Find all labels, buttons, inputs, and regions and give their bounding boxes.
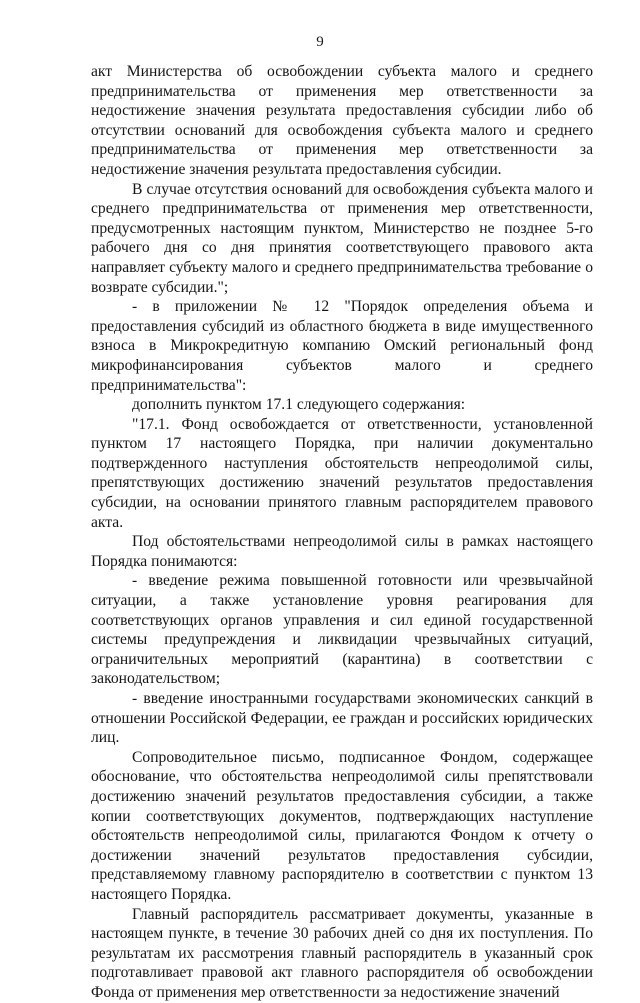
paragraph-add-item: дополнить пунктом 17.1 следующего содержания: bbox=[132, 396, 466, 414]
list-item-emergency-regime: - введение режима повышенной готовности или чрезвычайной ситуации, а также установление уровня реагирования для соответствующих органов управления и сил единой государственной системы предупреждения и ликвидации чрезвычайных ситуаций, ограничительных мероприятий (карантина) в соответствии с законодательством; bbox=[91, 572, 593, 688]
paragraph-review-period: Главный распорядитель рассматривает документы, указанные в настоящем пункте, в течение 30 рабочих дней со дня их поступления. По результатам их рассмотрения главный распорядитель в указанный срок подготавливает правовой акт главного распорядителя об освобождении Фонда от применения мер ответственности за недостижение значений bbox=[91, 905, 593, 1001]
paragraph-act-continuation: акт Министерства об освобождении субъекта малого и среднего предпринимательства от применения мер ответственности за недостижение значения результата предоставления субсидии либо об отсутствии оснований для освобождения субъекта малого и среднего предпринимательства от применения мер ответственности за недостижение значения результата предоставления субсидии. bbox=[91, 63, 593, 178]
paragraph-force-majeure-definition: Под обстоятельствами непреодолимой силы в рамках настоящего Порядка понимаются: bbox=[91, 533, 593, 570]
list-item-sanctions: - введение иностранными государствами экономических санкций в отношении Российской Федерации, ее граждан и российских юридических лиц. bbox=[91, 690, 593, 747]
paragraph-no-grounds: В случае отсутствия оснований для освобождения субъекта малого и среднего предпринимательства от применения мер ответственности, предусмотренных настоящим пунктом, Министерство не позднее 5-го рабочего дня со дня принятия соответствующего правового акта направляет субъекту малого и среднего предпринимательства требование о возврате субсидии."; bbox=[91, 180, 593, 296]
paragraph-cover-letter: Сопроводительное письмо, подписанное Фондом, содержащее обоснование, что обстоятельства непреодолимой силы препятствовали достижению значений результатов предоставления субсидии, а также копии соответствующих документов, подтверждающих наступление обстоятельств непреодолимой силы, прилагаются Фондом к отчету о достижении значений результатов предоставления субсидии, представляемому главному распорядителю в соответствии с пунктом 13 настоящего Порядка. bbox=[91, 748, 593, 903]
paragraph-item-17-1: "17.1. Фонд освобождается от ответственности, установленной пунктом 17 настоящего Порядка, при наличии документально подтвержденного наступления обстоятельств непреодолимой силы, препятствующих достижению значений результатов предоставления субсидии, на основании принятого главным распорядителем правового акта. bbox=[91, 415, 593, 531]
paragraph-appendix-12: - в приложении № 12 "Порядок определения объема и предоставления субсидий из областного бюджета в виде имущественного взноса в Микрокредитную компанию Омский региональный фонд микрофинансирования субъектов малого и среднего предпринимательства": bbox=[91, 298, 593, 394]
page-number: 9 bbox=[316, 34, 324, 50]
document-body bbox=[91, 62, 593, 1003]
